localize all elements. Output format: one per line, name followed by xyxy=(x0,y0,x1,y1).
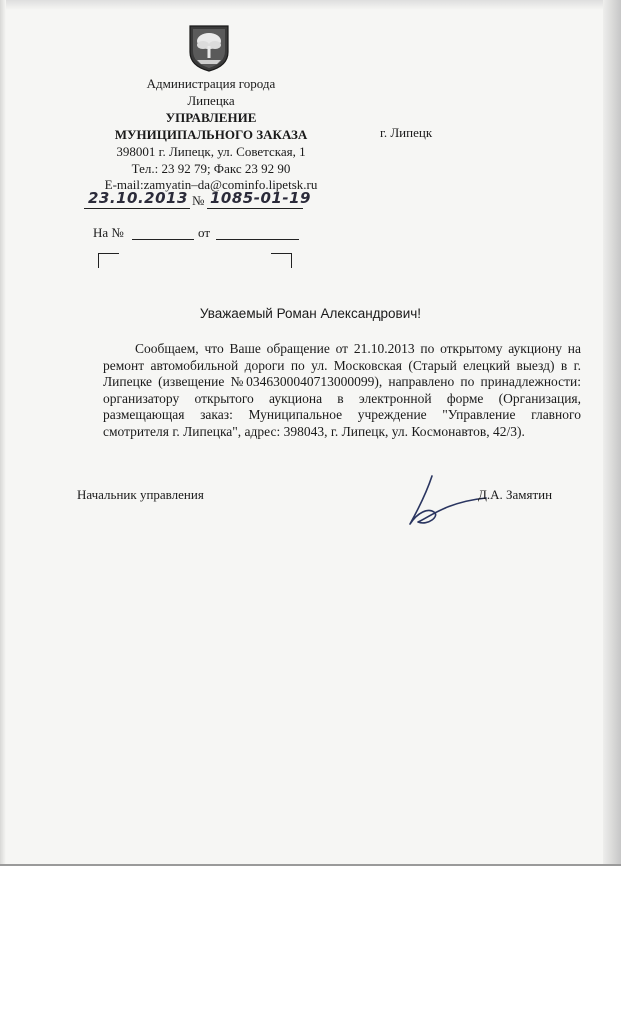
coat-of-arms-icon xyxy=(187,24,231,72)
registration-number: 1085-01-19 xyxy=(210,189,311,207)
letter-body xyxy=(103,341,581,440)
registration-date-underline xyxy=(84,208,190,209)
registration-number-underline xyxy=(207,208,303,209)
reply-number-blank xyxy=(132,239,194,240)
reply-from-label: от xyxy=(198,225,211,240)
handwritten-signature-icon xyxy=(398,472,488,532)
reply-date-blank xyxy=(216,239,299,240)
scan-edge-left xyxy=(0,0,6,866)
scan-edge-right xyxy=(603,0,621,866)
dept-email: E-mail:zamyatin–da@cominfo.lipetsk.ru xyxy=(104,177,318,192)
reply-number-label: На № xyxy=(93,225,124,240)
dept-phones: Тел.: 23 92 79; Факс 23 92 90 xyxy=(131,161,291,176)
registration-number-sign: № xyxy=(192,193,205,208)
dept-name-line2: МУНИЦИПАЛЬНОГО ЗАКАЗА xyxy=(114,127,308,142)
signer-position: Начальник управления xyxy=(77,487,204,502)
letter-body-paragraph: Сообщаем, что Ваше обращение от 21.10.2013 по открытому аукциону на ремонт автомобильной дороги по ул. Московская (Старый елецкий выезд) в г. Липецке (извещение №0346300040713000099), направлено по принадлежности: организатору открытого аукциона в электронной форме (Организация, размещающая заказ: Муниципальное учреждение "Управление главного смотрителя г. Липецка", адрес: 398043, г. Липецк, ул. Космонавтов, 42/3). xyxy=(103,341,581,439)
org-name-line2: Липецка xyxy=(187,93,235,108)
dept-address: 398001 г. Липецк, ул. Советская, 1 xyxy=(116,144,306,159)
dept-name-line1: УПРАВЛЕНИЕ xyxy=(165,110,257,125)
addressee-corner-right xyxy=(271,253,292,268)
city-label: г. Липецк xyxy=(380,125,433,140)
registration-date: 23.10.2013 xyxy=(88,189,188,207)
scan-bottom-edge xyxy=(0,864,621,866)
salutation: Уважаемый Роман Александрович! xyxy=(199,306,422,321)
signer-name: Д.А. Замятин xyxy=(478,487,553,502)
scan-edge-top xyxy=(0,0,621,10)
org-name-line1: Администрация города xyxy=(146,76,276,91)
addressee-corner-left xyxy=(98,253,119,268)
